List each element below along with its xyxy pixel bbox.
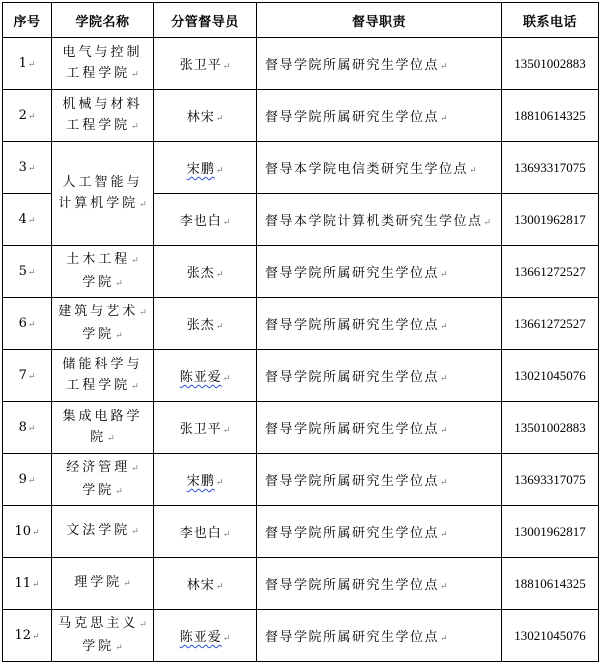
supervisor-cell: 张杰↵ [154,298,257,350]
phone-cell: 13021045076 [502,610,599,662]
supervisor-table [2,2,599,662]
phone-cell: 13501002883 [502,38,599,90]
duty-cell: 督导学院所属研究生学位点↵ [257,454,502,506]
phone-cell: 13693317075 [502,454,599,506]
duty-cell: 督导学院所属研究生学位点↵ [257,246,502,298]
duty-cell: 督导学院所属研究生学位点↵ [257,610,502,662]
seq-cell: 6↵ [3,298,52,350]
duty-cell: 督导学院所属研究生学位点↵ [257,38,502,90]
phone-cell: 13693317075 [502,142,599,194]
seq-cell: 12↵ [3,610,52,662]
college-cell: 经济管理↵ 学院↵ [52,454,154,506]
supervisor-cell: 张卫平↵ [154,402,257,454]
table-row [3,506,599,558]
supervisor-cell: 张卫平↵ [154,38,257,90]
phone-cell: 13661272527 [502,246,599,298]
table-row [3,454,599,506]
seq-cell: 5↵ [3,246,52,298]
seq-cell: 9↵ [3,454,52,506]
phone-cell: 18810614325 [502,90,599,142]
phone-cell: 13661272527 [502,298,599,350]
table-row [3,610,599,662]
seq-cell: 4↵ [3,194,52,246]
seq-cell: 3↵ [3,142,52,194]
table-row [3,350,599,402]
duty-cell: 督导学院所属研究生学位点↵ [257,90,502,142]
table-row [3,402,599,454]
college-cell: 电气与控制 工程学院↵ [52,38,154,90]
seq-cell: 10↵ [3,506,52,558]
header-supervisor: 分管督导员 [154,3,257,38]
supervisor-cell: 李也白↵ [154,194,257,246]
supervisor-cell: 林宋↵ [154,90,257,142]
seq-cell: 2↵ [3,90,52,142]
seq-cell: 1↵ [3,38,52,90]
header-row [3,3,599,38]
duty-cell: 督导本学院电信类研究生学位点↵ [257,142,502,194]
duty-cell: 督导学院所属研究生学位点↵ [257,558,502,610]
table-row [3,558,599,610]
supervisor-cell: 宋鹏↵ [154,454,257,506]
table-row [3,246,599,298]
duty-cell: 督导学院所属研究生学位点↵ [257,506,502,558]
header-seq: 序号 [3,3,52,38]
college-cell: 建筑与艺术↵ 学院↵ [52,298,154,350]
header-phone: 联系电话 [502,3,599,38]
college-cell: 理学院↵ [52,558,154,610]
college-cell: 马克思主义↵ 学院↵ [52,610,154,662]
college-cell: 土木工程↵ 学院↵ [52,246,154,298]
header-duty: 督导职责 [257,3,502,38]
seq-cell: 8↵ [3,402,52,454]
duty-cell: 督导学院所属研究生学位点↵ [257,298,502,350]
college-cell: 储能科学与 工程学院↵ [52,350,154,402]
duty-cell: 督导学院所属研究生学位点↵ [257,350,502,402]
duty-cell: 督导本学院计算机类研究生学位点↵ [257,194,502,246]
college-cell: 文法学院↵ [52,506,154,558]
supervisor-cell: 林宋↵ [154,558,257,610]
college-cell: 机械与材料 工程学院↵ [52,90,154,142]
college-cell-merged: 人工智能与 计算机学院↵ [52,142,154,246]
supervisor-cell: 宋鹏↵ [154,142,257,194]
phone-cell: 13001962817 [502,506,599,558]
phone-cell: 13021045076 [502,350,599,402]
phone-cell: 13501002883 [502,402,599,454]
table-row [3,90,599,142]
supervisor-cell: 陈亚爱↵ [154,350,257,402]
seq-cell: 7↵ [3,350,52,402]
table-row [3,298,599,350]
college-cell: 集成电路学 院↵ [52,402,154,454]
phone-cell: 18810614325 [502,558,599,610]
supervisor-cell: 陈亚爱↵ [154,610,257,662]
header-college: 学院名称 [52,3,154,38]
duty-cell: 督导学院所属研究生学位点↵ [257,402,502,454]
supervisor-cell: 张杰↵ [154,246,257,298]
table-row [3,142,599,194]
table-row [3,38,599,90]
supervisor-cell: 李也白↵ [154,506,257,558]
phone-cell: 13001962817 [502,194,599,246]
seq-cell: 11↵ [3,558,52,610]
